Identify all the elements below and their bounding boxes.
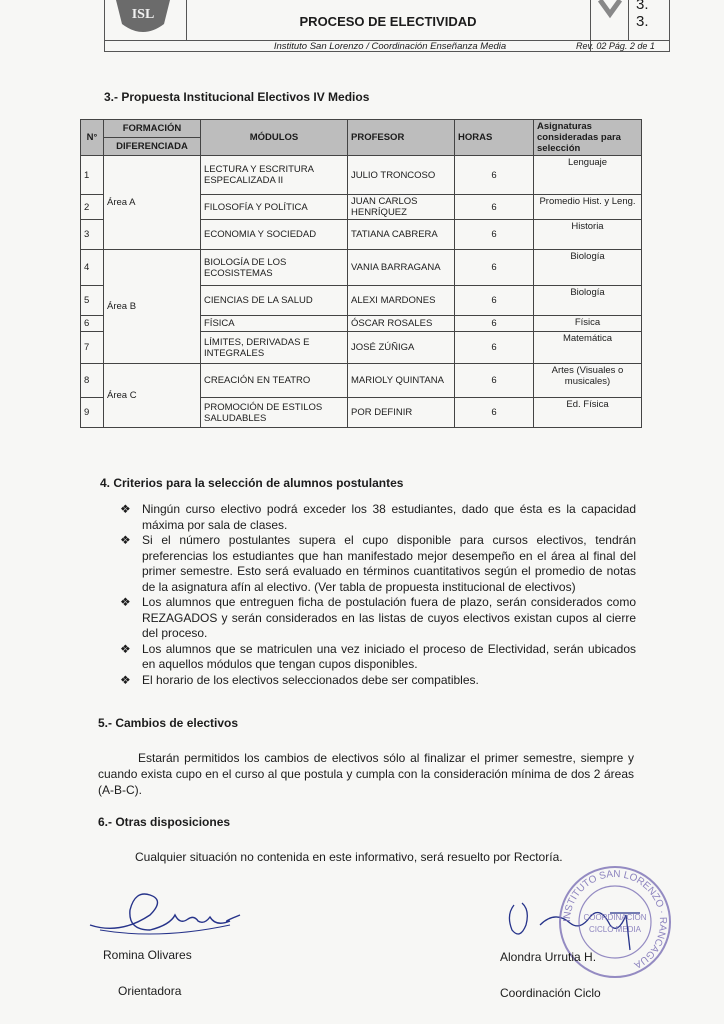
school-logo — [108, 0, 178, 40]
header-code: 3. 3. — [636, 0, 649, 30]
svg-text:CICLO MEDIA: CICLO MEDIA — [588, 925, 642, 934]
col-horas-header: HORAS — [455, 120, 534, 156]
col-num-header: N° — [81, 120, 104, 156]
list-item: ❖ Los alumnos que se matriculen una vez iniciado el proceso de Electividad, serán ubicados en aquellos módulos que tengan cupos disponibles. — [120, 641, 636, 671]
logo-text: ISL — [131, 7, 155, 22]
col-modulos-header: MÓDULOS — [201, 120, 348, 156]
col-profesor-header: PROFESOR — [348, 120, 455, 156]
document-title: PROCESO DE ELECTIVIDAD — [299, 14, 477, 29]
criteria-list — [120, 502, 636, 688]
list-item: ❖ Si el número postulantes supera el cupo disponible para cursos electivos, tendrán preferencias los estudiantes que han manifestado mejor desempeño en el área al final del primer semestre. Esto será evaluado en términos cuantitativos según el promedio de notas de la asignatura afín al electivo. (Ver tabla de propuesta institucional de electivos) — [120, 533, 636, 594]
svg-text:COORDINACIÓN: COORDINACIÓN — [583, 913, 647, 922]
table-row: 6 FÍSICA ÓSCAR ROSALES 6 Física — [81, 316, 642, 332]
table-row: 5 CIENCIAS DE LA SALUD ALEXI MARDONES 6 Biología — [81, 286, 642, 316]
section5-heading: 5.- Cambios de electivos — [98, 716, 239, 730]
electives-table — [80, 119, 642, 428]
area-cell: Área C — [104, 364, 201, 428]
col-diferenciada-header: DIFERENCIADA — [104, 138, 201, 156]
bullet-icon: ❖ — [120, 672, 131, 687]
section4-heading: 4. Criterios para la selección de alumnos postulantes — [100, 476, 404, 490]
table-row: 3 ECONOMIA Y SOCIEDAD TATIANA CABRERA 6 Historia — [81, 220, 642, 250]
bullet-icon: ❖ — [120, 595, 131, 609]
table-row: 9 PROMOCIÓN DE ESTILOS SALUDABLES POR DEFINIR 6 Ed. Física — [81, 398, 642, 428]
right-signer-name: Alondra Urrutia H. — [500, 950, 597, 964]
table-row: 7 LÍMITES, DERIVADAS E INTEGRALES JOSÉ ZÚÑIGA 6 Matemática — [81, 332, 642, 364]
institution-line: Instituto San Lorenzo / Coordinación Enseñanza Media — [273, 41, 507, 52]
section5-body: Estarán permitidos los cambios de electivos sólo al finalizar el primer semestre, siempre y cuando exista cupo en el curso al que postula y cumpla con la consideración mínima de dos 2 áreas (A-B-C). — [98, 751, 634, 797]
section3-heading: 3.- Propuesta Institucional Electivos IV Medios — [104, 90, 370, 104]
left-signer-role: Orientadora — [118, 984, 182, 998]
table-row: 8 Área C CREACIÓN EN TEATRO MARIOLY QUINTANA 6 Artes (Visuales o musicales) — [81, 364, 642, 398]
left-signer-name: Romina Olivares — [103, 948, 192, 962]
area-cell: Área A — [104, 156, 201, 250]
area-cell: Área B — [104, 250, 201, 364]
list-item: ❖ Los alumnos que entreguen ficha de postulación fuera de plazo, serán considerados como REZAGADOS y serán considerados en las listas de cuyos electivos existan cupos al cierre del proceso. — [120, 595, 636, 640]
list-item: ❖ El horario de los electivos seleccionados debe ser compatibles. — [120, 672, 479, 687]
revision-label: Rev. 02 Pág. 2 de 1 — [576, 41, 655, 51]
table-row: 1 Área A LECTURA Y ESCRITURA ESPECALIZADA II JULIO TRONCOSO 6 Lenguaje — [81, 156, 642, 195]
section6-body: Cualquier situación no contenida en este informativo, será resuelto por Rectoría. — [135, 850, 563, 864]
bullet-icon: ❖ — [120, 641, 131, 656]
table-row: 4 Área B BIOLOGÍA DE LOS ECOSISTEMAS VANIA BARRAGANA 6 Biología — [81, 250, 642, 286]
col-formacion-header: FORMACIÓN — [104, 120, 201, 138]
bullet-icon: ❖ — [120, 533, 131, 547]
header-mark-icon — [596, 0, 626, 20]
institution-stamp — [555, 862, 675, 987]
right-signer-role: Coordinación Ciclo — [500, 986, 601, 1000]
left-signature-scribble — [80, 885, 250, 950]
header-divider — [628, 0, 629, 40]
svg-text:INSTITUTO SAN LORENZO · RANCAG: INSTITUTO SAN LORENZO · RANCAGUA — [561, 868, 669, 971]
section6-heading: 6.- Otras disposiciones — [98, 815, 231, 829]
table-row: 2 FILOSOFÍA Y POLÍTICA JUAN CARLOS HENRÍQUEZ 6 Promedio Hist. y Leng. — [81, 195, 642, 220]
list-item: ❖ Ningún curso electivo podrá exceder los 38 estudiantes, dado que ésta es la capacidad máxima por sala de clases. — [120, 502, 636, 532]
col-asignaturas-header: Asignaturas consideradas para selección — [534, 120, 642, 156]
bullet-icon: ❖ — [120, 502, 131, 516]
